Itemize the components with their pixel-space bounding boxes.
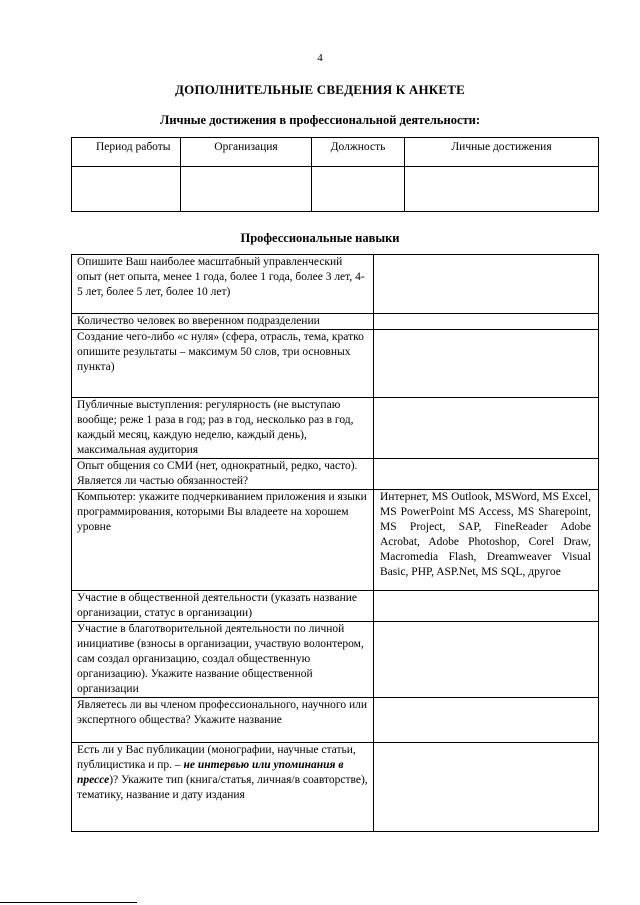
answer-computer-skills[interactable]: Интернет, MS Outlook, MSWord, MS Excel, MS PowerPoint MS Access, MS Sharepoint, MS Project, SAP, FineReader Adobe Acrobat, Adobe Photoshop, Corel Draw, Macromedia Flash, Dreamweaver Visual Basic, PHP, ASP.Net, MS SQL, другое <box>374 490 599 591</box>
cell-organization[interactable] <box>181 167 312 212</box>
document-title: ДОПОЛНИТЕЛЬНЫЕ СВЕДЕНИЯ К АНКЕТЕ <box>174 82 465 97</box>
skills-table <box>71 254 599 832</box>
table-row <box>72 255 599 314</box>
question-computer-skills: Компьютер: укажите подчеркиванием приложения и языки программирования, которыми Вы владеете на хорошем уровне <box>72 490 374 591</box>
table-row <box>72 314 599 330</box>
table-row <box>72 167 599 212</box>
column-header-position: Должность <box>312 138 405 167</box>
publications-emphasis: не интервью или упоминания в прессе <box>77 759 344 786</box>
answer-field[interactable] <box>374 330 599 398</box>
column-header-organization: Организация <box>181 138 312 167</box>
publications-text-part2: )? Укажите тип (книга/статья, личная/в соавторстве), тематику, название и дату издания <box>77 774 368 801</box>
answer-field[interactable] <box>374 314 599 330</box>
table-row <box>72 698 599 743</box>
question-charity: Участие в благотворительной деятельности по личной инициативе (взносы в организации, участвую волонтером, сам создал организацию, создал общественную организацию). Укажите название общественной организации <box>72 622 374 698</box>
table-row <box>72 490 599 591</box>
table-row <box>72 459 599 490</box>
cell-period[interactable] <box>72 167 181 212</box>
column-header-period: Период работы <box>72 138 181 167</box>
table-row <box>72 398 599 459</box>
question-management-experience: Опишите Ваш наиболее масштабный управленческий опыт (нет опыта, менее 1 года, более 1 года, более 3 лет, 4-5 лет, более 5 лет, более 10 лет) <box>72 255 374 314</box>
cell-position[interactable] <box>312 167 405 212</box>
answer-field[interactable] <box>374 622 599 698</box>
cell-achievements[interactable] <box>405 167 599 212</box>
table-row <box>72 622 599 698</box>
answer-field[interactable] <box>374 255 599 314</box>
question-team-size: Количество человек во вверенном подразделении <box>72 314 374 330</box>
answer-field[interactable] <box>374 459 599 490</box>
page-number: 4 <box>317 52 323 64</box>
question-professional-society: Являетесь ли вы членом профессионального, научного или экспертного общества? Укажите название <box>72 698 374 743</box>
skills-heading: Профессиональные навыки <box>240 231 400 245</box>
table-row <box>72 591 599 622</box>
question-public-activity: Участие в общественной деятельности (указать название организации, статус в организации) <box>72 591 374 622</box>
footnote-divider <box>0 902 137 903</box>
achievements-heading: Личные достижения в профессиональной деятельности: <box>160 113 480 127</box>
table-row <box>72 743 599 832</box>
answer-field[interactable] <box>374 591 599 622</box>
question-publications <box>72 743 374 832</box>
question-from-scratch: Создание чего-либо «с нуля» (сфера, отрасль, тема, кратко опишите результаты – максимум 50 слов, три основных пункта) <box>72 330 374 398</box>
question-media-experience: Опыт общения со СМИ (нет, однократный, редко, часто). Является ли частью обязанностей? <box>72 459 374 490</box>
achievements-table <box>71 137 599 212</box>
publications-text-part1: Есть ли у Вас публикации (монографии, научные статьи, публицистика и пр. – <box>77 744 356 771</box>
column-header-achievements: Личные достижения <box>405 138 599 167</box>
table-header-row <box>72 138 599 167</box>
answer-field[interactable] <box>374 398 599 459</box>
answer-field[interactable] <box>374 698 599 743</box>
answer-field[interactable] <box>374 743 599 832</box>
question-public-speaking: Публичные выступления: регулярность (не выступаю вообще; реже 1 раза в год; раз в год, несколько раз в год, каждый месяц, каждую неделю, каждый день), максимальная аудитория <box>72 398 374 459</box>
table-row <box>72 330 599 398</box>
